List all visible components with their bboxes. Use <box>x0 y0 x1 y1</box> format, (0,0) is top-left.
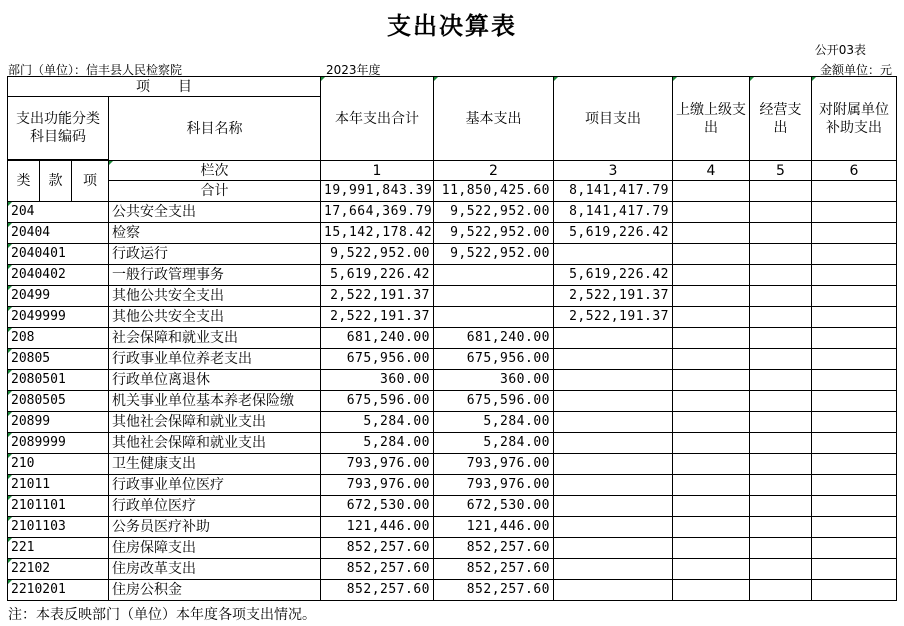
row-upper <box>673 286 750 307</box>
table-row <box>8 517 897 538</box>
row-subsidy <box>812 475 897 496</box>
row-upper <box>673 370 750 391</box>
row-total: 793,976.00 <box>321 454 434 475</box>
row-total: 2,522,191.37 <box>321 307 434 328</box>
row-basic: 793,976.00 <box>434 454 554 475</box>
row-basic <box>434 265 554 286</box>
row-total: 5,284.00 <box>321 412 434 433</box>
col-num: 3 <box>554 161 673 181</box>
row-project <box>554 559 673 580</box>
row-business <box>750 433 812 454</box>
row-subsidy <box>812 349 897 370</box>
unit-label: 金额单位：元 <box>819 63 892 77</box>
row-upper <box>673 307 750 328</box>
row-business <box>750 475 812 496</box>
row-total: 852,257.60 <box>321 580 434 601</box>
row-code: 22102 <box>8 559 109 580</box>
row-subsidy <box>812 580 897 601</box>
col-num: 1 <box>321 161 434 181</box>
header-business: 经营支出 <box>750 77 812 161</box>
row-subsidy <box>812 433 897 454</box>
row-basic: 793,976.00 <box>434 475 554 496</box>
row-project <box>554 454 673 475</box>
row-business <box>750 538 812 559</box>
row-subject-name: 其他社会保障和就业支出 <box>109 412 321 433</box>
row-subject-name: 公共安全支出 <box>109 202 321 223</box>
header-total: 本年支出合计 <box>321 77 434 161</box>
row-total: 121,446.00 <box>321 517 434 538</box>
row-subsidy <box>812 223 897 244</box>
table-row <box>8 328 897 349</box>
row-business <box>750 244 812 265</box>
row-upper <box>673 349 750 370</box>
footnote: 注：本表反映部门（单位）本年度各项支出情况。 <box>8 607 316 623</box>
row-code: 2080501 <box>8 370 109 391</box>
row-upper <box>673 538 750 559</box>
row-total: 681,240.00 <box>321 328 434 349</box>
row-subsidy <box>812 538 897 559</box>
row-business <box>750 223 812 244</box>
row-code: 2101101 <box>8 496 109 517</box>
row-project: 5,619,226.42 <box>554 265 673 286</box>
row-business <box>750 286 812 307</box>
row-total: 852,257.60 <box>321 559 434 580</box>
row-upper <box>673 559 750 580</box>
total-row <box>8 181 897 202</box>
col-num: 6 <box>812 161 897 181</box>
row-subject-name: 机关事业单位基本养老保险缴 <box>109 391 321 412</box>
row-code: 2040402 <box>8 265 109 286</box>
row-project <box>554 244 673 265</box>
row-business <box>750 328 812 349</box>
row-upper <box>673 202 750 223</box>
row-project <box>554 328 673 349</box>
table-row <box>8 307 897 328</box>
col-num: 4 <box>673 161 750 181</box>
row-upper <box>673 265 750 286</box>
row-subsidy <box>812 265 897 286</box>
row-basic: 360.00 <box>434 370 554 391</box>
row-basic: 675,956.00 <box>434 349 554 370</box>
form-code: 公开03表 <box>814 43 866 57</box>
row-basic: 9,522,952.00 <box>434 244 554 265</box>
row-code: 20499 <box>8 286 109 307</box>
header-col-label: 栏次 <box>109 161 321 181</box>
table-row <box>8 475 897 496</box>
row-basic: 675,596.00 <box>434 391 554 412</box>
row-basic: 852,257.60 <box>434 580 554 601</box>
row-upper <box>673 454 750 475</box>
row-basic <box>434 286 554 307</box>
row-basic: 672,530.00 <box>434 496 554 517</box>
row-subject-name: 行政事业单位医疗 <box>109 475 321 496</box>
total-basic: 11,850,425.60 <box>434 181 554 202</box>
row-project: 5,619,226.42 <box>554 223 673 244</box>
table-row <box>8 370 897 391</box>
row-upper <box>673 328 750 349</box>
header-lei: 类 <box>8 161 40 202</box>
col-num: 2 <box>434 161 554 181</box>
row-project <box>554 475 673 496</box>
row-project <box>554 370 673 391</box>
row-total: 852,257.60 <box>321 538 434 559</box>
row-subsidy <box>812 517 897 538</box>
row-total: 9,522,952.00 <box>321 244 434 265</box>
row-basic: 681,240.00 <box>434 328 554 349</box>
row-subject-name: 其他公共安全支出 <box>109 307 321 328</box>
row-business <box>750 265 812 286</box>
row-subsidy <box>812 286 897 307</box>
header-xiang: 项 <box>72 161 109 202</box>
header-project: 项目支出 <box>554 77 673 161</box>
row-total: 5,284.00 <box>321 433 434 454</box>
row-project <box>554 496 673 517</box>
row-subject-name: 一般行政管理事务 <box>109 265 321 286</box>
row-business <box>750 454 812 475</box>
row-project: 2,522,191.37 <box>554 307 673 328</box>
row-subject-name: 其他社会保障和就业支出 <box>109 433 321 454</box>
total-project: 8,141,417.79 <box>554 181 673 202</box>
row-subsidy <box>812 370 897 391</box>
row-basic: 852,257.60 <box>434 559 554 580</box>
table-row <box>8 412 897 433</box>
row-code: 2080505 <box>8 391 109 412</box>
department-label: 部门（单位）：信丰县人民检察院 <box>8 63 183 77</box>
row-subsidy <box>812 412 897 433</box>
row-basic: 852,257.60 <box>434 538 554 559</box>
row-project: 8,141,417.79 <box>554 202 673 223</box>
row-business <box>750 307 812 328</box>
table-row <box>8 244 897 265</box>
row-basic: 5,284.00 <box>434 412 554 433</box>
row-subject-name: 住房公积金 <box>109 580 321 601</box>
row-total: 17,664,369.79 <box>321 202 434 223</box>
row-subject-name: 行政单位离退休 <box>109 370 321 391</box>
row-business <box>750 496 812 517</box>
row-subsidy <box>812 244 897 265</box>
row-project <box>554 391 673 412</box>
row-basic: 9,522,952.00 <box>434 202 554 223</box>
row-subject-name: 住房保障支出 <box>109 538 321 559</box>
row-code: 2089999 <box>8 433 109 454</box>
table-row <box>8 202 897 223</box>
row-business <box>750 580 812 601</box>
table-row <box>8 580 897 601</box>
row-code: 2040401 <box>8 244 109 265</box>
table-row <box>8 265 897 286</box>
table-row <box>8 286 897 307</box>
row-subject-name: 行政事业单位养老支出 <box>109 349 321 370</box>
row-subject-name: 检察 <box>109 223 321 244</box>
row-basic: 9,522,952.00 <box>434 223 554 244</box>
table-row <box>8 433 897 454</box>
row-subsidy <box>812 496 897 517</box>
row-upper <box>673 391 750 412</box>
row-code: 20899 <box>8 412 109 433</box>
total-label: 合计 <box>109 181 321 202</box>
table-row <box>8 559 897 580</box>
header-func-code: 支出功能分类科目编码 <box>8 97 109 160</box>
row-basic <box>434 307 554 328</box>
row-upper <box>673 496 750 517</box>
row-business <box>750 391 812 412</box>
row-total: 675,596.00 <box>321 391 434 412</box>
header-item: 项 目 <box>8 77 321 97</box>
row-project <box>554 412 673 433</box>
table-row <box>8 391 897 412</box>
row-total: 15,142,178.42 <box>321 223 434 244</box>
header-subject-name: 科目名称 <box>109 97 321 161</box>
header-subsidy: 对附属单位补助支出 <box>812 77 897 161</box>
row-code: 208 <box>8 328 109 349</box>
row-project <box>554 538 673 559</box>
table-header <box>8 77 897 202</box>
row-subject-name: 行政单位医疗 <box>109 496 321 517</box>
row-business <box>750 349 812 370</box>
row-code: 210 <box>8 454 109 475</box>
row-code: 20404 <box>8 223 109 244</box>
col-num: 5 <box>750 161 812 181</box>
row-code: 20805 <box>8 349 109 370</box>
total-upper <box>673 181 750 202</box>
row-project <box>554 433 673 454</box>
row-upper <box>673 517 750 538</box>
row-upper <box>673 580 750 601</box>
expenditure-table <box>7 76 897 601</box>
row-upper <box>673 244 750 265</box>
row-upper <box>673 433 750 454</box>
row-basic: 121,446.00 <box>434 517 554 538</box>
table-row <box>8 496 897 517</box>
row-code: 2210201 <box>8 580 109 601</box>
table-row <box>8 538 897 559</box>
row-business <box>750 412 812 433</box>
total-amount: 19,991,843.39 <box>321 181 434 202</box>
row-basic: 5,284.00 <box>434 433 554 454</box>
header-upper: 上缴上级支出 <box>673 77 750 161</box>
table-row <box>8 349 897 370</box>
row-subsidy <box>812 391 897 412</box>
header-basic: 基本支出 <box>434 77 554 161</box>
row-code: 2101103 <box>8 517 109 538</box>
row-business <box>750 370 812 391</box>
row-subject-name: 行政运行 <box>109 244 321 265</box>
row-subject-name: 社会保障和就业支出 <box>109 328 321 349</box>
row-project: 2,522,191.37 <box>554 286 673 307</box>
row-code: 21011 <box>8 475 109 496</box>
row-total: 2,522,191.37 <box>321 286 434 307</box>
row-upper <box>673 412 750 433</box>
row-total: 5,619,226.42 <box>321 265 434 286</box>
page-title: 支出决算表 <box>387 11 517 40</box>
row-business <box>750 202 812 223</box>
row-subject-name: 卫生健康支出 <box>109 454 321 475</box>
total-subsidy <box>812 181 897 202</box>
table-body <box>8 202 897 601</box>
row-total: 360.00 <box>321 370 434 391</box>
row-total: 675,956.00 <box>321 349 434 370</box>
row-code: 204 <box>8 202 109 223</box>
row-project <box>554 349 673 370</box>
row-subsidy <box>812 559 897 580</box>
table-row <box>8 223 897 244</box>
row-subsidy <box>812 328 897 349</box>
total-business <box>750 181 812 202</box>
row-subject-name: 住房改革支出 <box>109 559 321 580</box>
row-subsidy <box>812 202 897 223</box>
row-code: 221 <box>8 538 109 559</box>
row-business <box>750 559 812 580</box>
row-subject-name: 其他公共安全支出 <box>109 286 321 307</box>
row-upper <box>673 223 750 244</box>
row-upper <box>673 475 750 496</box>
row-business <box>750 517 812 538</box>
table-row <box>8 454 897 475</box>
header-kuan: 款 <box>40 161 72 202</box>
row-subject-name: 公务员医疗补助 <box>109 517 321 538</box>
row-total: 672,530.00 <box>321 496 434 517</box>
row-project <box>554 517 673 538</box>
row-total: 793,976.00 <box>321 475 434 496</box>
year-label: 2023年度 <box>326 63 381 77</box>
row-subsidy <box>812 307 897 328</box>
row-subsidy <box>812 454 897 475</box>
row-code: 2049999 <box>8 307 109 328</box>
row-project <box>554 580 673 601</box>
